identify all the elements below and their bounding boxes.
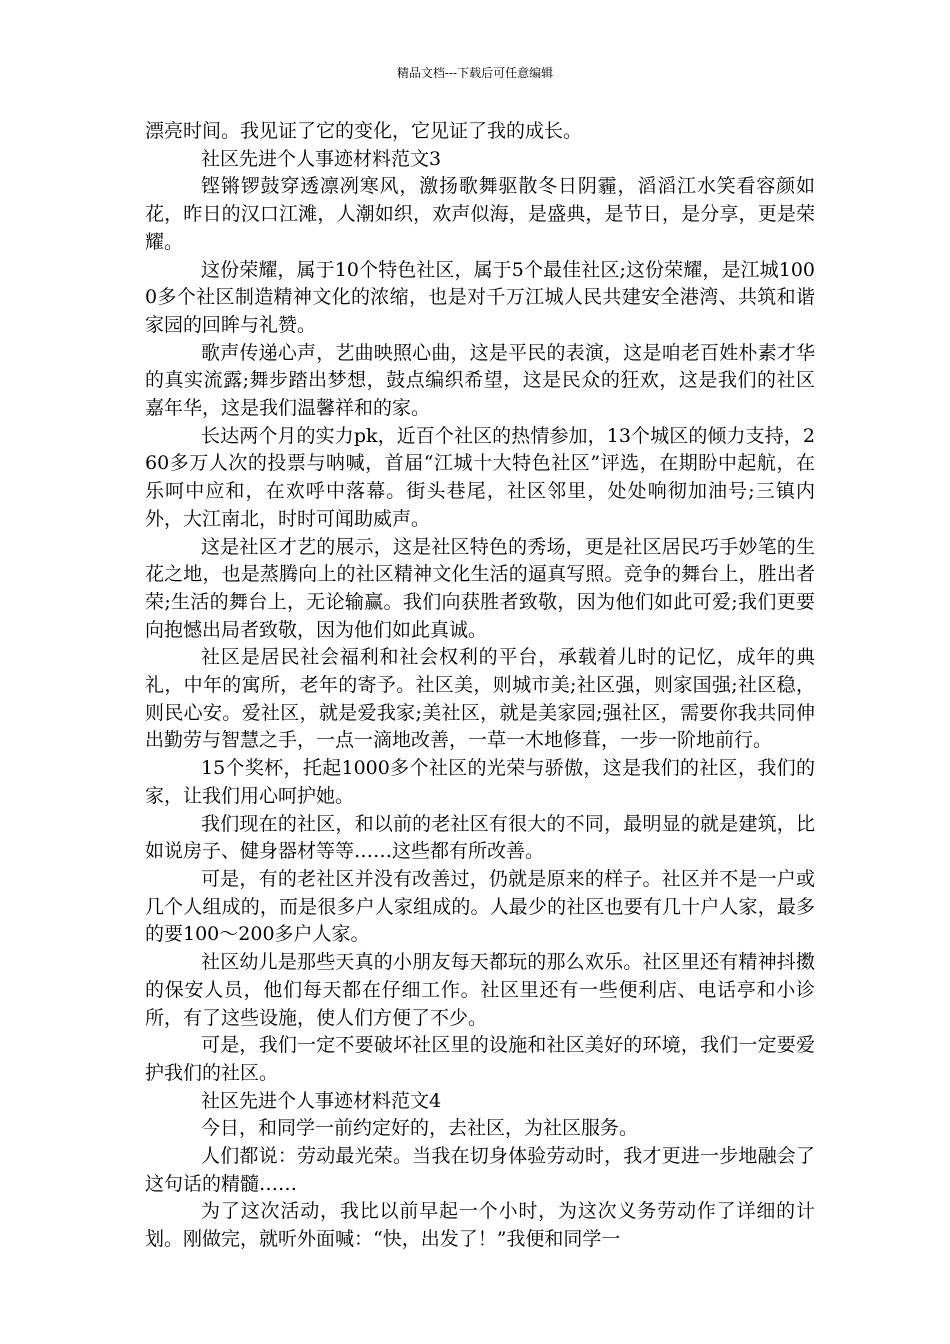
paragraph: 人们都说：劳动最光荣。当我在切身体验劳动时，我才更进一步地融会了这句话的精髓……: [145, 1145, 815, 1195]
paragraph: 为了这次活动，我比以前早起一个小时，为这次义务劳动作了详细的计划。刚做完，就听外面喊：“快，出发了！”我便和同学一: [145, 1200, 815, 1251]
paragraph: 可是，有的老社区并没有改善过，仍就是原来的样子。社区并不是一户或几个人组成的，而是很多户人家组成的。人最少的社区也要有几十户人家，最多的要100～200多户人家。: [145, 867, 815, 946]
paragraph: 漂亮时间。我见证了它的变化，它见证了我的成长。: [145, 120, 583, 142]
paragraph: 可是，我们一定不要破坏社区里的设施和社区美好的环境，我们一定要爱护我们的社区。: [145, 1034, 815, 1084]
paragraph: 长达两个月的实力pk，近百个社区的热情参加，13个城区的倾力支持，260多万人次的投票与呐喊，首届“江城十大特色社区”评选，在期盼中起航，在乐呵中应和，在欢呼中落幕。街头巷尾，社区邻里，处处响彻加油号;三镇内外，大江南北，时时可闻助威声。: [145, 424, 815, 530]
paragraph: 社区是居民社会福利和社会权利的平台，承载着儿时的记忆，成年的典礼，中年的寓所，老年的寄予。社区美，则城市美;社区强，则家国强;社区稳，则民心安。爱社区，就是爱我家;美社区，就是美家园;强社区，需要你我共同伸出勤劳与智慧之手，一点一滴地改善，一草一木地修葺，一步一阶地前行。: [145, 646, 815, 752]
paragraph: 社区幼儿是那些天真的小朋友每天都玩的那么欢乐。社区里还有精神抖擞的保安人员，他们每天都在仔细工作。社区里还有一些便利店、电话亭和小诊所，有了这些设施，使人们方便了不少。: [145, 951, 815, 1029]
paragraph: 我们现在的社区，和以前的老社区有很大的不同，最明显的就是建筑，比如说房子、健身器材等等……这些都有所改善。: [145, 812, 815, 863]
paragraph: 15个奖杯，托起1000多个社区的光荣与骄傲，这是我们的社区，我们的家，让我们用心呵护她。: [145, 757, 815, 807]
paragraph: 这份荣耀，属于10个特色社区，属于5个最佳社区;这份荣耀，是江城1000多个社区制造精神文化的浓缩，也是对千万江城人民共建安全港湾、共筑和谐家园的回眸与礼赞。: [145, 258, 815, 336]
paragraph: 歌声传递心声，艺曲映照心曲，这是平民的表演，这是咱老百姓朴素才华的真实流露;舞步踏出梦想，鼓点编织希望，这是民众的狂欢，这是我们的社区嘉年华，这是我们温馨祥和的家。: [145, 341, 815, 420]
paragraph: 今日，和同学一前约定好的，去社区，为社区服务。: [201, 1117, 639, 1140]
section-heading: 社区先进个人事迹材料范文3: [201, 147, 442, 170]
page-header: 精品文档---下载后可任意编辑: [396, 66, 554, 80]
paragraph: 这是社区才艺的展示，这是社区特色的秀场，更是社区居民巧手妙笔的生花之地，也是蒸腾向上的社区精神文化生活的逼真写照。竞争的舞台上，胜出者荣;生活的舞台上，无论输赢。我们向获胜者致敬，因为他们如此可爱;我们更要向抱憾出局者致敬，因为他们如此真诚。: [145, 535, 815, 641]
document-body: [145, 118, 815, 1254]
paragraph: 铿锵锣鼓穿透凛冽寒风，激扬歌舞驱散冬日阴霾，滔滔江水笑看容颜如花，昨日的汉口江滩，人潮如织，欢声似海，是盛典，是节日，是分享，更是荣耀。: [145, 175, 815, 253]
section-heading: 社区先进个人事迹材料范文4: [201, 1089, 442, 1112]
